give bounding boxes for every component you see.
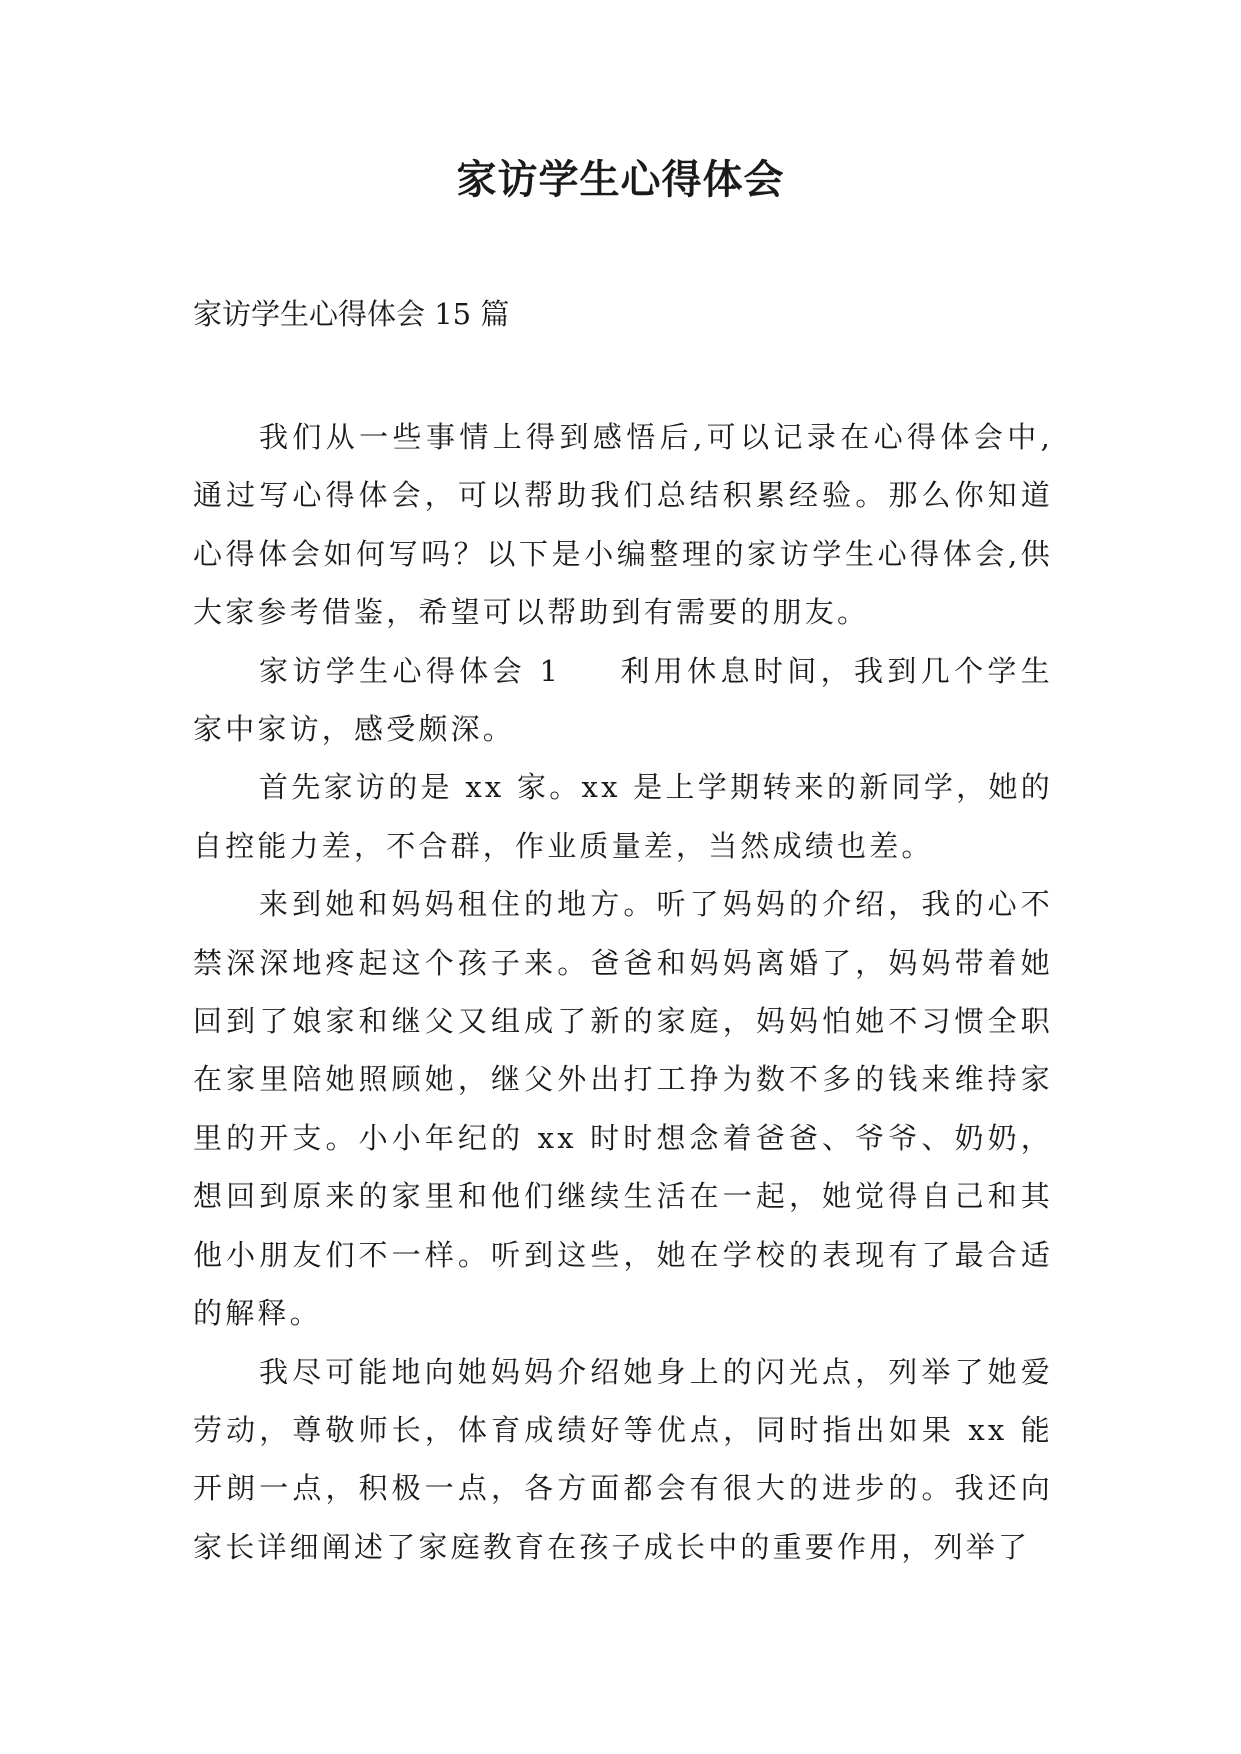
body-paragraph: 来到她和妈妈租住的地方。听了妈妈的介绍，我的心不禁深深地疼起这个孩子来。爸爸和妈妈离婚了，妈妈带着她回到了娘家和继父又组成了新的家庭，妈妈怕她不习惯全职在家里陪她照顾她，继父外出打工挣为数不多的钱来维持家里的开支。小小年纪的 xx 时时想念着爸爸、爷爷、奶奶，想回到原来的家里和他们继续生活在一起，她觉得自己和其他小朋友们不一样。听到这些，她在学校的表现有了最合适的解释。	[193, 887, 1053, 1331]
body-paragraph: 首先家访的是 xx 家。xx 是上学期转来的新同学，她的自控能力差，不合群，作业质量差，当然成绩也差。	[193, 770, 1053, 863]
document-subtitle: 家访学生心得体会 15 篇	[193, 297, 510, 331]
document-title: 家访学生心得体会	[456, 156, 785, 203]
intro-paragraph: 我们从一些事情上得到感悟后,可以记录在心得体会中,通过写心得体会，可以帮助我们总结积累经验。那么你知道心得体会如何写吗？以下是小编整理的家访学生心得体会,供大家参考借鉴，希望可以帮助到有需要的朋友。	[193, 420, 1054, 630]
body-paragraph: 我尽可能地向她妈妈介绍她身上的闪光点，列举了她爱劳动，尊敬师长，体育成绩好等优点，同时指出如果 xx 能开朗一点，积极一点，各方面都会有很大的进步的。我还向家长详细阐述了家庭教育在孩子成长中的重要作用，列举了	[193, 1354, 1053, 1564]
section-1-paragraph	[193, 642, 1053, 759]
document-body	[193, 408, 1053, 1576]
section-heading: 家访学生心得体会 1	[259, 653, 562, 688]
section-opening-text: 利用休息时间，我到几个学生家中家访，感受颇深。	[193, 653, 1054, 747]
